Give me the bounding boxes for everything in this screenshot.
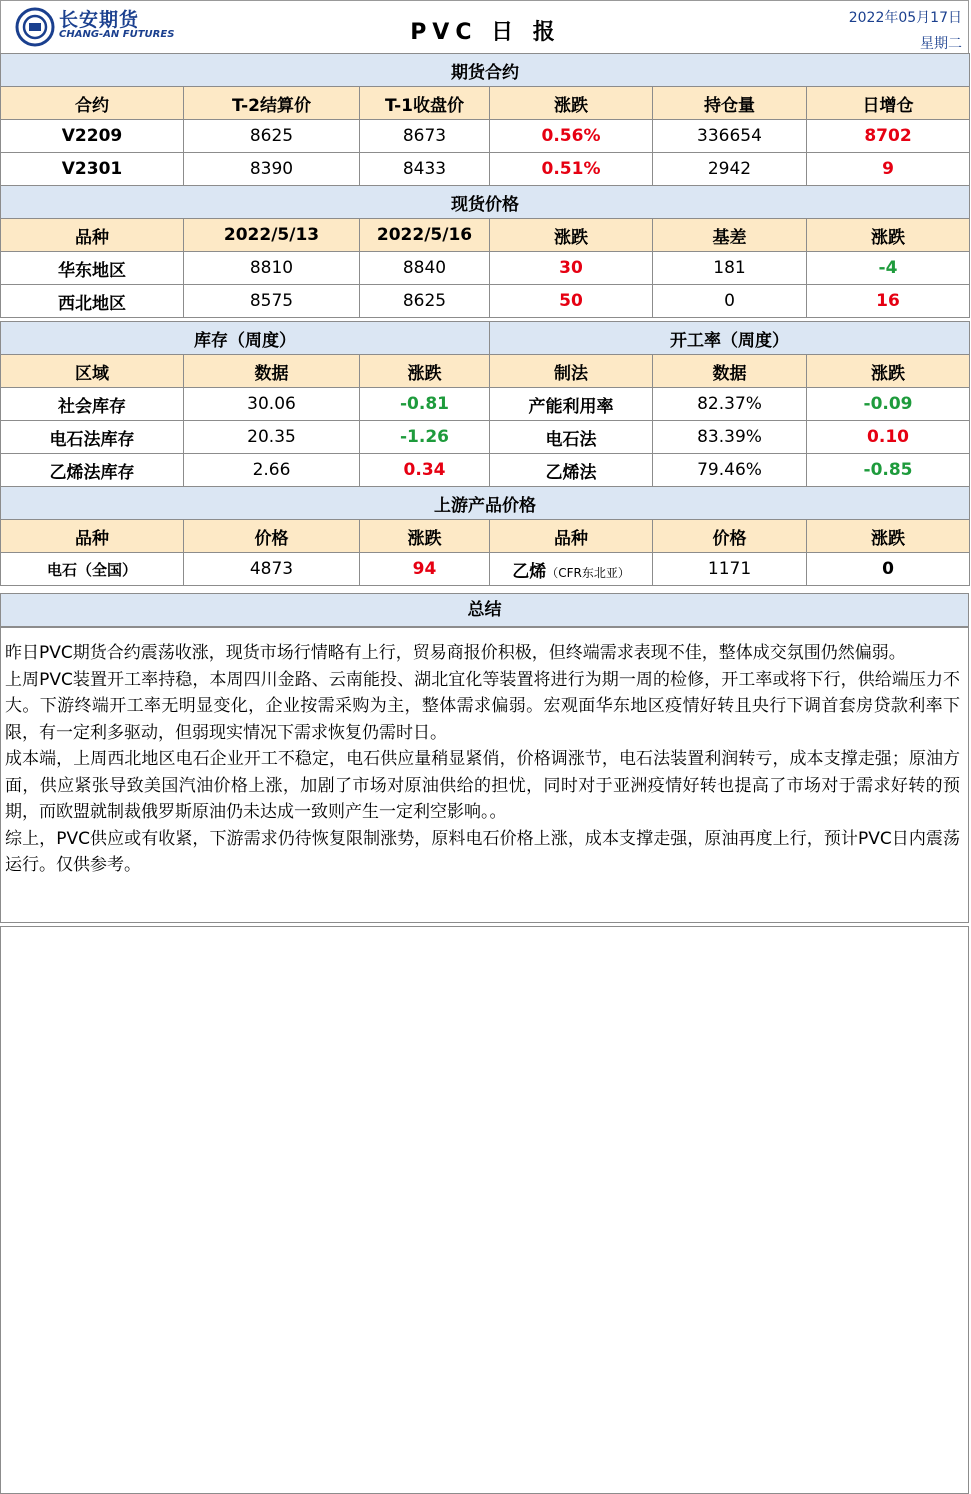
spot-change: 50 [490, 285, 653, 318]
summary-paragraph: 昨日PVC期货合约震荡收涨，现货市场行情略有上行，贸易商报价积极，但终端需求表现不佳，整体成交氛围仍然偏弱。 [5, 643, 906, 663]
col-header: 涨跌 [360, 520, 490, 553]
col-header: 制法 [490, 355, 653, 388]
col-header: 涨跌 [807, 355, 970, 388]
col-header: 合约 [1, 87, 184, 120]
basis-value: 0 [653, 285, 807, 318]
col-header: 品种 [490, 520, 653, 553]
inventory-value: 2.66 [184, 454, 360, 487]
report-header [0, 0, 969, 55]
col-header: 2022/5/16 [360, 219, 490, 252]
oi-change: 8702 [807, 120, 970, 153]
contract-name: V2301 [1, 153, 184, 186]
inventory-value: 30.06 [184, 388, 360, 421]
inventory-operating-table [0, 321, 970, 586]
table-row [1, 285, 970, 318]
futures-section-title: 期货合约 [1, 54, 970, 87]
page-title: PVC 日 报 [410, 20, 561, 45]
inventory-change: -0.81 [360, 388, 490, 421]
basis-value: 181 [653, 252, 807, 285]
contract-name: V2209 [1, 120, 184, 153]
charts-canvas [1, 927, 968, 1493]
upstream-change-2: 0 [807, 553, 970, 586]
col-header: 价格 [653, 520, 807, 553]
summary-text [0, 627, 969, 923]
summary-paragraph: 综上，PVC供应或有收紧，下游需求仍待恢复限制涨势，原料电石价格上涨，成本支撑走强，原油再度上行，预计PVC日内震荡运行。仅供参考。 [5, 828, 960, 875]
col-header: T-2结算价 [184, 87, 360, 120]
inventory-section-title: 库存（周度） [1, 322, 490, 355]
table-row [1, 120, 970, 153]
col-header: 涨跌 [360, 355, 490, 388]
operating-name: 产能利用率 [490, 388, 653, 421]
logo-english-name: CHANG-AN FUTURES [59, 29, 175, 40]
col-header: 日增仓 [807, 87, 970, 120]
col-header: 基差 [653, 219, 807, 252]
inventory-change: 0.34 [360, 454, 490, 487]
report-weekday: 星期二 [920, 36, 962, 52]
logo-chinese-name: 长安期货 [59, 9, 140, 31]
inventory-header-row [1, 355, 970, 388]
open-interest: 336654 [653, 120, 807, 153]
col-header: T-1收盘价 [360, 87, 490, 120]
basis-change: 16 [807, 285, 970, 318]
inventory-name: 电石法库存 [1, 421, 184, 454]
operating-value: 83.39% [653, 421, 807, 454]
upstream-header-row [1, 520, 970, 553]
operating-section-title: 开工率（周度） [490, 322, 970, 355]
open-interest: 2942 [653, 153, 807, 186]
col-header: 持仓量 [653, 87, 807, 120]
inventory-name: 社会库存 [1, 388, 184, 421]
col-header: 数据 [184, 355, 360, 388]
spot-price-1: 8575 [184, 285, 360, 318]
close-price: 8433 [360, 153, 490, 186]
close-price: 8673 [360, 120, 490, 153]
upstream-change-1: 94 [360, 553, 490, 586]
upstream-price-2: 1171 [653, 553, 807, 586]
settle-price: 8390 [184, 153, 360, 186]
operating-value: 79.46% [653, 454, 807, 487]
region-name: 华东地区 [1, 252, 184, 285]
summary-paragraph: 成本端，上周西北地区电石企业开工不稳定，电石供应量稍显紧俏，价格调涨节，电石法装置利润转亏，成本支撑走强；原油方面，供应紧张导致美国汽油价格上涨，加剧了市场对原油供给的担忧，同时对于亚洲疫情好转也提高了市场对于需求好转的预期，而欧盟就制裁俄罗斯原油仍未达成一致则产生一定利空影响。。 [5, 749, 960, 822]
charts-panel [0, 926, 969, 1494]
col-header: 价格 [184, 520, 360, 553]
price-change: 0.56% [490, 120, 653, 153]
summary-section-title: 总结 [0, 593, 969, 627]
spot-price-2: 8625 [360, 285, 490, 318]
table-row [1, 388, 970, 421]
table-row [1, 553, 970, 586]
upstream-section-title: 上游产品价格 [1, 487, 970, 520]
basis-change: -4 [807, 252, 970, 285]
upstream-product-1: 电石（全国） [1, 553, 184, 586]
inventory-value: 20.35 [184, 421, 360, 454]
operating-name: 电石法 [490, 421, 653, 454]
spot-change: 30 [490, 252, 653, 285]
futures-header-row [1, 87, 970, 120]
table-row [1, 252, 970, 285]
oi-change: 9 [807, 153, 970, 186]
inventory-name: 乙烯法库存 [1, 454, 184, 487]
spot-price-2: 8840 [360, 252, 490, 285]
upstream-product-2 [490, 553, 653, 586]
operating-change: -0.09 [807, 388, 970, 421]
spot-price-1: 8810 [184, 252, 360, 285]
operating-value: 82.37% [653, 388, 807, 421]
inventory-change: -1.26 [360, 421, 490, 454]
col-header: 数据 [653, 355, 807, 388]
table-row [1, 454, 970, 487]
col-header: 涨跌 [807, 520, 970, 553]
operating-change: -0.85 [807, 454, 970, 487]
col-header: 品种 [1, 520, 184, 553]
upstream-product-2-name: 乙烯 [512, 561, 547, 582]
summary-paragraph: 上周PVC装置开工率持稳，本周四川金路、云南能投、湖北宜化等装置将进行为期一周的检修，开工率或将下行，供给端压力不大。下游终端开工率无明显变化，企业按需采购为主，整体需求偏弱。宏观面华东地区疫情好转且央行下调首套房贷款利率下限，有一定利多驱动，但弱现实情况下需求恢复仍需时日。 [5, 669, 960, 743]
futures-spot-table [0, 53, 970, 318]
upstream-price-1: 4873 [184, 553, 360, 586]
col-header: 涨跌 [490, 219, 653, 252]
col-header: 涨跌 [490, 87, 653, 120]
col-header: 涨跌 [807, 219, 970, 252]
operating-name: 乙烯法 [490, 454, 653, 487]
region-name: 西北地区 [1, 285, 184, 318]
price-change: 0.51% [490, 153, 653, 186]
table-row [1, 153, 970, 186]
report-date: 2022年05月17日 [848, 10, 962, 26]
spot-section-title: 现货价格 [1, 186, 970, 219]
col-header: 2022/5/13 [184, 219, 360, 252]
settle-price: 8625 [184, 120, 360, 153]
operating-change: 0.10 [807, 421, 970, 454]
spot-header-row [1, 219, 970, 252]
col-header: 品种 [1, 219, 184, 252]
upstream-product-2-note: （CFR东北亚） [546, 565, 630, 580]
col-header: 区域 [1, 355, 184, 388]
table-row [1, 421, 970, 454]
